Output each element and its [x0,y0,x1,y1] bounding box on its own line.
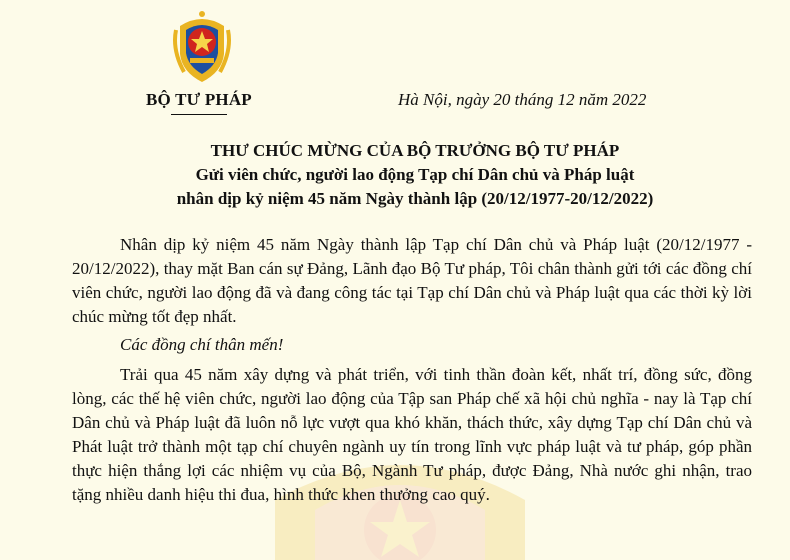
letter-body [72,233,752,507]
organization-underline [171,114,227,115]
title-line-2: Gửi viên chức, người lao động Tạp chí Dân chủ và Pháp luật [195,165,635,184]
body-paragraph-1: Nhân dịp kỷ niệm 45 năm Ngày thành lập Tạp chí Dân chủ và Pháp luật (20/12/1977 - 20/12/2022), thay mặt Ban cán sự Đảng, Lãnh đạo Bộ Tư pháp, Tôi chân thành gửi tới các đồng chí viên chức, người lao động đã và đang công tác tại Tạp chí Dân chủ và Pháp luật qua các thời kỳ lời chúc mừng tốt đẹp nhất. [72,235,752,326]
justice-ministry-emblem-icon [170,6,234,86]
letter-title [120,139,710,211]
title-line-3: nhân dịp kỷ niệm 45 năm Ngày thành lập (20/12/1977-20/12/2022) [176,189,654,208]
body-paragraph-2: Trải qua 45 năm xây dựng và phát triển, với tinh thần đoàn kết, nhất trí, đồng sức, đồng lòng, các thế hệ viên chức, người lao động của Tập san Pháp chế xã hội chủ nghĩa - nay là Tạp chí Dân chủ và Pháp luật đã luôn nỗ lực vượt qua khó khăn, thách thức, xây dựng Tạp chí Dân chủ và Phát luật trở thành một tạp chí chuyên ngành uy tín trong lĩnh vực pháp luật và tư pháp, góp phần thực hiện thắng lợi các nhiệm vụ của Bộ, Ngành Tư pháp, được Đảng, Nhà nước ghi nhận, trao tặng nhiều danh hiệu thi đua, hình thức khen thưởng cao quý. [72,365,752,504]
issuing-organization: BỘ TƯ PHÁP [146,90,252,109]
salutation: Các đồng chí thân mến! [120,335,284,354]
place-and-date: Hà Nội, ngày 20 tháng 12 năm 2022 [398,90,647,109]
title-line-1: THƯ CHÚC MỪNG CỦA BỘ TRƯỞNG BỘ TƯ PHÁP [210,141,620,160]
